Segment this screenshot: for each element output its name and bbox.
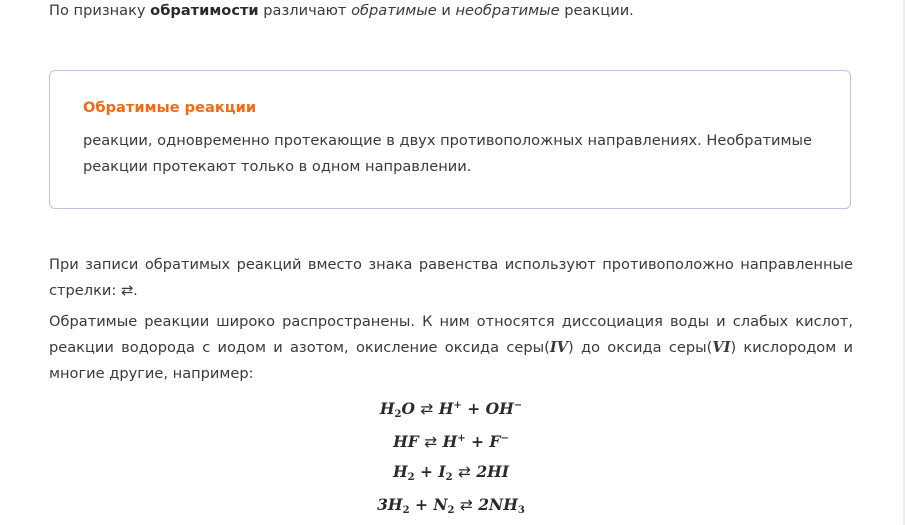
- equilibrium-arrow-icon: ⇄: [424, 433, 438, 451]
- equation-hf: HF ⇄ H+ + F−: [393, 432, 509, 451]
- intro-paragraph: [49, 0, 853, 24]
- reversible-arrow-icon: ⇄.: [120, 282, 138, 299]
- arrows-paragraph: [49, 252, 853, 304]
- intro-middle: различают: [258, 2, 352, 19]
- examples-text-3: ) кислородом и многие другие, например:: [49, 339, 853, 382]
- examples-text-1: Обратимые реакции широко распространены. К ним относятся диссоциация воды и слабых кислот, реакции водорода с иодом и азотом, окисление оксида серы(: [49, 313, 853, 356]
- oxidation-state-iv: IV: [549, 339, 569, 356]
- equilibrium-arrow-icon: ⇄: [457, 463, 471, 481]
- equation-nh3: $3H_2 + N_2$ ⇄ $2NH_3$: [377, 495, 525, 516]
- intro-italic-reversible: обратимые: [351, 2, 437, 19]
- definition-title: Обратимые реакции: [83, 99, 257, 116]
- arrows-paragraph-text: При записи обратимых реакций вместо знака равенства используют противоположно направленные стрелки:: [49, 256, 853, 299]
- examples-text-2: ) до оксида серы(: [568, 339, 713, 356]
- examples-paragraph: [49, 309, 853, 387]
- oxidation-state-vi: VI: [712, 339, 731, 356]
- intro-prefix: По признаку: [49, 2, 151, 19]
- definition-box: [49, 70, 851, 209]
- equation-hi: $H_2 + I_2$ ⇄ 2HI: [392, 462, 510, 483]
- definition-body: реакции, одновременно протекающие в двух противоположных направлениях. Необратимые реакции протекают только в одном направлении.: [83, 132, 813, 175]
- intro-bold-term: обратимости: [150, 2, 259, 19]
- equations-block: [49, 392, 853, 524]
- equilibrium-arrow-icon: ⇄: [420, 400, 434, 418]
- equilibrium-arrow-icon: ⇄: [459, 496, 473, 514]
- intro-suffix: реакции.: [559, 2, 634, 19]
- equation-water: $H_2O$ ⇄ H+ + OH−: [379, 399, 523, 420]
- intro-italic-irreversible: необратимые: [455, 2, 560, 19]
- intro-and: и: [436, 2, 456, 19]
